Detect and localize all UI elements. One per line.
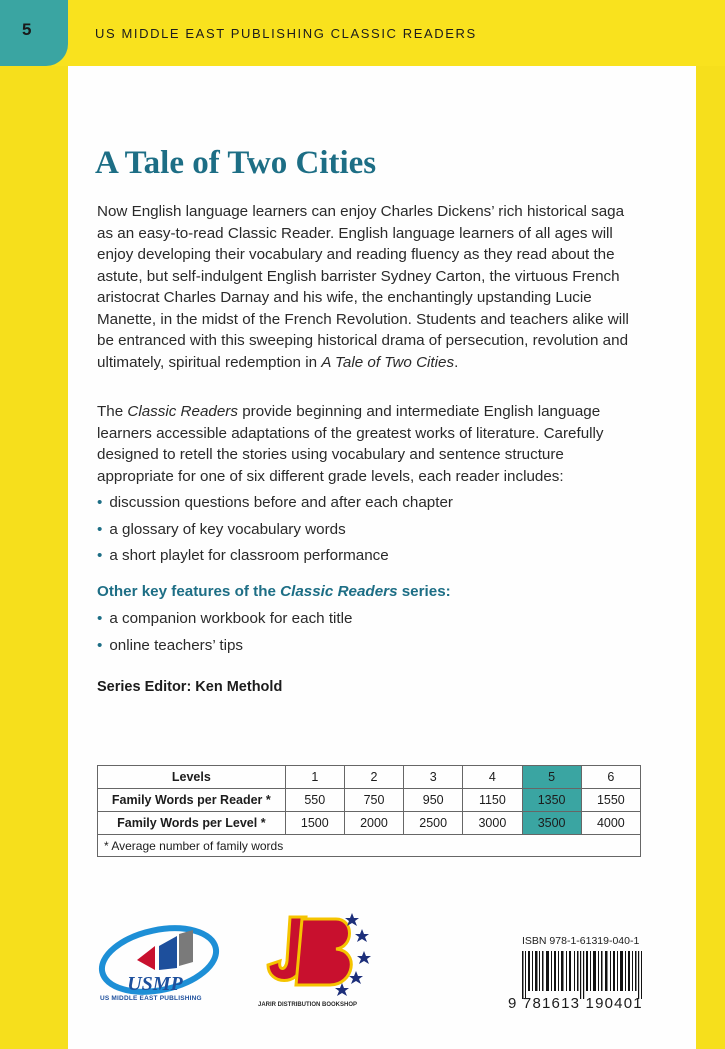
level-cell: 4	[463, 766, 522, 789]
table-cell: 3000	[463, 812, 522, 835]
table-header-cell: Levels	[98, 766, 286, 789]
features-heading: Other key features of the Classic Readers series:	[97, 583, 451, 600]
table-cell: 1150	[463, 789, 522, 812]
barcode-digits: 9 781613 190401	[508, 995, 643, 1012]
level-cell: 3	[404, 766, 463, 789]
table-row-label: Family Words per Level *	[98, 812, 286, 835]
table-cell: 950	[404, 789, 463, 812]
level-cell: 1	[285, 766, 344, 789]
features-list	[97, 608, 352, 661]
table-cell: 750	[344, 789, 403, 812]
bullet-icon: •	[97, 610, 103, 627]
level-cell: 6	[581, 766, 640, 789]
table-cell: 1500	[285, 812, 344, 835]
level-cell-highlighted: 5	[522, 766, 581, 789]
isbn-label: ISBN 978-1-61319-040-1	[522, 935, 640, 947]
jarir-caption: JARIR DISTRIBUTION BOOKSHOP	[258, 1002, 358, 1008]
table-row	[98, 812, 641, 835]
table-row	[98, 789, 641, 812]
list-item: • discussion questions before and after each chapter	[97, 494, 453, 511]
table-row-label: Family Words per Reader *	[98, 789, 286, 812]
bullet-icon: •	[97, 494, 103, 511]
level-badge: 5	[0, 0, 68, 66]
usmp-logo-text: USMP	[127, 973, 183, 995]
bullet-icon: •	[97, 547, 103, 564]
table-cell-highlighted: 1350	[522, 789, 581, 812]
table-cell: 1550	[581, 789, 640, 812]
series-editor: Series Editor: Ken Methold	[97, 679, 283, 695]
table-cell: 550	[285, 789, 344, 812]
book-title: A Tale of Two Cities	[95, 145, 377, 181]
table-cell: 2000	[344, 812, 403, 835]
level-cell: 2	[344, 766, 403, 789]
table-row	[98, 835, 641, 857]
bullet-icon: •	[97, 636, 103, 654]
list-item: • a glossary of key vocabulary words	[97, 520, 346, 538]
jarir-logo	[250, 905, 375, 1005]
table-cell: 4000	[581, 812, 640, 835]
series-header: US MIDDLE EAST PUBLISHING CLASSIC READERS	[95, 26, 477, 41]
table-row	[98, 766, 641, 789]
barcode-icon	[522, 951, 642, 999]
description-paragraph: Now English language learners can enjoy Charles Dickens’ rich historical saga as an easy-to-read Classic Reader. English language learners of all ages will enjoy developing their vocabulary and reading fluency as they read about the astute, but self-indulgent English barrister Sydney Carton, the virtuous French aristocrat Charles Darnay and his wife, the enchantingly upstanding Lucie Manette, in the midst of the French Revolution. Students and teachers alike will be entranced with this sweeping historical drama of persecution, revolution and ultimately, spiritual redemption in A Tale of Two Cities.	[97, 203, 629, 371]
bullet-icon: •	[97, 520, 103, 538]
usmp-logo	[97, 912, 227, 1022]
usmp-caption: US MIDDLE EAST PUBLISHING	[100, 995, 202, 1002]
list-item: • a companion workbook for each title	[97, 610, 353, 627]
table-footnote: * Average number of family words	[98, 835, 641, 857]
table-cell: 2500	[404, 812, 463, 835]
list-item: • online teachers’ tips	[97, 636, 243, 654]
includes-list	[97, 492, 453, 572]
series-paragraph: The Classic Readers provide beginning and intermediate English language learners accessible adaptations of the greatest works of literature. Carefully designed to retell the stories using vocabulary and sentence structure appropriate for one of six different grade levels, each reader includes:	[97, 403, 604, 485]
levels-table	[97, 765, 641, 857]
list-item: • a short playlet for classroom performance	[97, 547, 389, 564]
table-cell-highlighted: 3500	[522, 812, 581, 835]
